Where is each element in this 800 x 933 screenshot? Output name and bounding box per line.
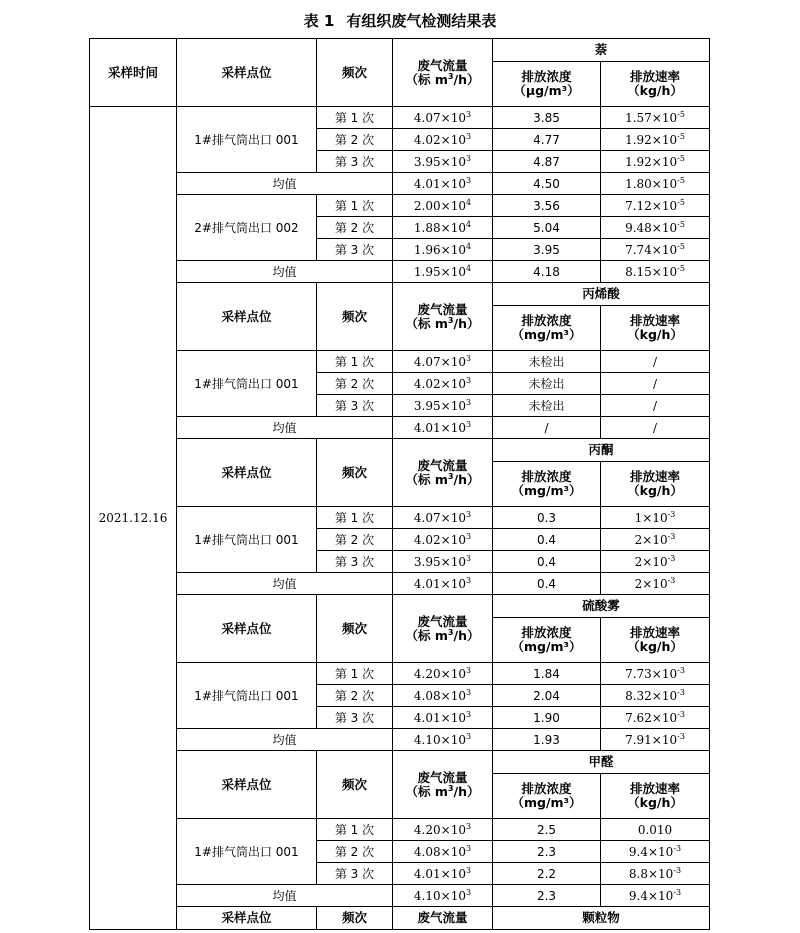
exponent: 3 (465, 553, 472, 563)
rate-value-cell (601, 395, 710, 417)
conc-value-cell: 2.3 (493, 841, 601, 863)
table-number: 表 1 (303, 12, 335, 30)
flow-value: 2.00 (413, 198, 441, 213)
rate-value: 2 (634, 554, 643, 569)
flow-value: 1.88 (413, 220, 441, 235)
sampling-point-cell: 2#排气筒出口 002 (177, 195, 317, 261)
conc-header (493, 306, 601, 351)
pollutant-header: 甲醛 (493, 751, 710, 774)
exponent: -3 (677, 709, 685, 719)
flow-header (393, 595, 493, 663)
flow-unit-end: /h） (453, 71, 480, 87)
frequency-header: 频次 (317, 595, 393, 663)
sampling-point-header: 采样点位 (177, 283, 317, 351)
rate-value-cell: $2\times 10^{-3}$ (601, 573, 710, 595)
flow-value-cell: $1.96\times 10^4$ (393, 239, 493, 261)
rate-value-cell: $1\times 10^{-3}$ (601, 507, 710, 529)
flow-value: 3.95 (413, 554, 441, 569)
conc-value-cell: 3.95 (493, 239, 601, 261)
rate-value: 7.12 (625, 198, 652, 213)
rate-unit: （kg/h） (627, 83, 683, 98)
flow-value: 4.08 (413, 688, 441, 703)
flow-value: 4.02 (413, 376, 441, 391)
table-title (0, 10, 800, 31)
exponent: -3 (677, 731, 685, 741)
flow-value: 4.01 (413, 710, 441, 725)
rate-value: 8.15 (625, 264, 652, 279)
flow-value-cell: $1.95\times 10^4$ (393, 261, 493, 283)
flow-header (393, 283, 493, 351)
flow-unit: （标 m (405, 783, 448, 799)
exponent: 3 (447, 627, 454, 637)
conc-value-cell: 1.93 (493, 729, 601, 751)
conc-value-cell: 未检出 (493, 373, 601, 395)
sampling-point-cell: 1#排气筒出口 001 (177, 819, 317, 885)
pollutant-header: 颗粒物 (493, 907, 710, 930)
rate-value: 9.48 (625, 220, 652, 235)
rate-header-label: 排放速率 (630, 625, 681, 640)
flow-value-cell: $3.95\times 10^3$ (393, 395, 493, 417)
flow-value-cell: $4.01\times 10^3$ (393, 707, 493, 729)
flow-value: 4.01 (413, 176, 441, 191)
frequency-cell: 第 2 次 (317, 685, 393, 707)
conc-header (493, 774, 601, 819)
exponent: -3 (677, 665, 685, 675)
exponent: 3 (465, 353, 472, 363)
rate-header-label: 排放速率 (630, 313, 681, 328)
sampling-point-header: 采样点位 (177, 39, 317, 107)
rate-value: 1.80 (625, 176, 652, 191)
pollutant-header: 丙酮 (493, 439, 710, 462)
conc-unit: （mg/m³） (511, 483, 582, 498)
conc-value-cell: 1.84 (493, 663, 601, 685)
conc-value-cell: 3.56 (493, 195, 601, 217)
flow-value-cell: $4.07\times 10^3$ (393, 351, 493, 373)
rate-unit: （kg/h） (627, 483, 683, 498)
rate-header-label: 排放速率 (630, 69, 681, 84)
table-row (90, 107, 710, 129)
frequency-cell: 第 3 次 (317, 151, 393, 173)
pollutant-header: 硫酸雾 (493, 595, 710, 618)
frequency-header: 频次 (317, 439, 393, 507)
flow-unit-end: /h） (453, 627, 480, 643)
flow-unit-end: /h） (453, 471, 480, 487)
rate-value: 9.4 (628, 844, 648, 859)
flow-value-cell: $3.95\times 10^3$ (393, 151, 493, 173)
exponent: 3 (465, 821, 472, 831)
average-label: 均值 (177, 729, 393, 751)
rate-unit: （kg/h） (627, 327, 683, 342)
flow-value: 4.02 (413, 532, 441, 547)
rate-value-cell: $1.92\times 10^{-5}$ (601, 151, 710, 173)
conc-header-label: 排放浓度 (521, 625, 572, 640)
frequency-cell: 第 1 次 (317, 351, 393, 373)
frequency-cell: 第 3 次 (317, 239, 393, 261)
pollutant-header: 丙烯酸 (493, 283, 710, 306)
flow-value-cell: $4.07\times 10^3$ (393, 107, 493, 129)
table-title-text: 有组织废气检测结果表 (346, 12, 497, 30)
conc-value-cell: 未检出 (493, 351, 601, 373)
flow-unit-end: /h） (453, 783, 480, 799)
rate-value: 1.57 (625, 110, 652, 125)
flow-value: 4.20 (413, 666, 441, 681)
flow-value-cell: $4.01\times 10^3$ (393, 417, 493, 439)
flow-value-cell: $4.01\times 10^3$ (393, 173, 493, 195)
flow-unit: （标 m (405, 71, 448, 87)
exponent: -3 (673, 843, 682, 853)
frequency-header: 频次 (317, 751, 393, 819)
table-row (90, 39, 710, 62)
sampling-point-cell: 1#排气筒出口 001 (177, 507, 317, 573)
exponent: 3 (465, 419, 472, 429)
rate-value: 8.32 (625, 688, 652, 703)
table-row (90, 573, 710, 595)
rate-value-cell: $2\times 10^{-3}$ (601, 529, 710, 551)
sampling-point-header: 采样点位 (177, 907, 317, 930)
flow-value: 4.08 (413, 844, 441, 859)
table-row (90, 507, 710, 529)
rate-value-cell: $7.73\times 10^{-3}$ (601, 663, 710, 685)
exponent: -5 (677, 153, 685, 163)
rate-value-cell: $2\times 10^{-3}$ (601, 551, 710, 573)
conc-value-cell: 4.18 (493, 261, 601, 283)
table-row (90, 663, 710, 685)
exponent: -3 (667, 509, 676, 519)
rate-value: / (652, 398, 658, 413)
exponent: 4 (465, 263, 472, 273)
flow-value-cell: $4.20\times 10^3$ (393, 819, 493, 841)
pollutant-header: 萘 (493, 39, 710, 62)
flow-unit: （标 m (405, 471, 448, 487)
rate-value-cell: $7.62\times 10^{-3}$ (601, 707, 710, 729)
sampling-date-cell: 2021.12.16 (90, 107, 177, 930)
conc-value-cell: / (493, 417, 601, 439)
rate-value-cell: $9.4\times 10^{-3}$ (601, 841, 710, 863)
exponent: 3 (465, 843, 472, 853)
frequency-cell: 第 3 次 (317, 395, 393, 417)
exponent: 3 (447, 471, 454, 481)
frequency-cell: 第 1 次 (317, 507, 393, 529)
flow-value-cell: $4.02\times 10^3$ (393, 529, 493, 551)
flow-value: 4.01 (413, 866, 441, 881)
exponent: 3 (465, 175, 472, 185)
rate-value: 7.62 (625, 710, 652, 725)
exponent: -3 (673, 887, 682, 897)
exponent: 3 (465, 375, 472, 385)
table-row (90, 173, 710, 195)
frequency-cell: 第 2 次 (317, 373, 393, 395)
exponent: 3 (465, 709, 472, 719)
conc-value-cell: 1.90 (493, 707, 601, 729)
exponent: -5 (677, 175, 685, 185)
rate-value: 8.8 (628, 866, 648, 881)
flow-header-label: 废气流量 (417, 769, 468, 785)
average-label: 均值 (177, 573, 393, 595)
conc-value-cell: 2.3 (493, 885, 601, 907)
frequency-cell: 第 1 次 (317, 819, 393, 841)
rate-unit: （kg/h） (627, 795, 683, 810)
conc-value-cell: 3.85 (493, 107, 601, 129)
exponent: 3 (447, 783, 454, 793)
rate-header (601, 774, 710, 819)
flow-header (393, 39, 493, 107)
rate-value: 9.4 (628, 888, 648, 903)
frequency-cell: 第 1 次 (317, 107, 393, 129)
exponent: 3 (465, 397, 472, 407)
flow-value-cell: $4.10\times 10^3$ (393, 729, 493, 751)
conc-unit: （mg/m³） (511, 795, 582, 810)
flow-unit: （标 m (405, 315, 448, 331)
exponent: 3 (447, 315, 454, 325)
exponent: -5 (677, 197, 685, 207)
rate-value-cell: $8.8\times 10^{-3}$ (601, 863, 710, 885)
rate-value-cell (601, 351, 710, 373)
table-row (90, 439, 710, 462)
flow-value-cell: $4.07\times 10^3$ (393, 507, 493, 529)
flow-value-cell: $4.01\times 10^3$ (393, 573, 493, 595)
average-label: 均值 (177, 261, 393, 283)
flow-value: 4.07 (413, 354, 441, 369)
flow-value-cell: $2.00\times 10^4$ (393, 195, 493, 217)
conc-header (493, 618, 601, 663)
flow-header (393, 751, 493, 819)
rate-value-cell: $7.74\times 10^{-5}$ (601, 239, 710, 261)
frequency-cell: 第 2 次 (317, 129, 393, 151)
conc-value-cell: 0.4 (493, 551, 601, 573)
exponent: -5 (677, 109, 685, 119)
rate-value: 1.92 (625, 132, 652, 147)
conc-value-cell: 4.77 (493, 129, 601, 151)
rate-value: 0.010 (637, 822, 673, 837)
table-row (90, 819, 710, 841)
rate-header (601, 62, 710, 107)
table-row (90, 417, 710, 439)
rate-header (601, 306, 710, 351)
frequency-cell: 第 3 次 (317, 551, 393, 573)
frequency-cell: 第 2 次 (317, 529, 393, 551)
frequency-cell: 第 2 次 (317, 217, 393, 239)
rate-value-cell: $1.92\times 10^{-5}$ (601, 129, 710, 151)
conc-header-label: 排放浓度 (521, 781, 572, 796)
flow-value-cell: $4.02\times 10^3$ (393, 129, 493, 151)
flow-value: 4.01 (413, 420, 441, 435)
exponent: 4 (465, 197, 472, 207)
conc-value-cell: 未检出 (493, 395, 601, 417)
conc-value-cell: 4.50 (493, 173, 601, 195)
rate-value: 7.91 (625, 732, 652, 747)
rate-value-cell (601, 819, 710, 841)
conc-header (493, 62, 601, 107)
conc-header-label: 排放浓度 (521, 313, 572, 328)
conc-value-cell: 5.04 (493, 217, 601, 239)
rate-value-cell (601, 417, 710, 439)
rate-value-cell: $1.57\times 10^{-5}$ (601, 107, 710, 129)
rate-value-cell: $8.32\times 10^{-3}$ (601, 685, 710, 707)
table-row (90, 351, 710, 373)
exponent: 3 (465, 109, 472, 119)
conc-header-label: 排放浓度 (521, 69, 572, 84)
table-row (90, 283, 710, 306)
conc-unit: （μg/m³） (513, 83, 580, 98)
frequency-header: 频次 (317, 907, 393, 930)
flow-header (393, 439, 493, 507)
flow-header-label: 废气流量 (417, 457, 468, 473)
exponent: 4 (465, 219, 472, 229)
emission-results-table (89, 38, 710, 930)
exponent: 3 (465, 509, 472, 519)
rate-value-cell: $9.48\times 10^{-5}$ (601, 217, 710, 239)
exponent: 3 (465, 687, 472, 697)
flow-value: 1.95 (413, 264, 441, 279)
flow-value: 3.95 (413, 154, 441, 169)
table-row (90, 261, 710, 283)
flow-value-cell: $4.08\times 10^3$ (393, 685, 493, 707)
flow-value-cell: $4.01\times 10^3$ (393, 863, 493, 885)
table-row (90, 595, 710, 618)
flow-value-cell: $4.02\times 10^3$ (393, 373, 493, 395)
flow-unit: （标 m (405, 627, 448, 643)
flow-unit-end: /h） (453, 315, 480, 331)
exponent: 3 (465, 887, 472, 897)
rate-value-cell: $7.91\times 10^{-3}$ (601, 729, 710, 751)
exponent: 3 (465, 865, 472, 875)
flow-value-cell: $4.10\times 10^3$ (393, 885, 493, 907)
flow-value: 1.96 (413, 242, 441, 257)
average-label: 均值 (177, 417, 393, 439)
frequency-cell: 第 1 次 (317, 195, 393, 217)
sampling-point-header: 采样点位 (177, 439, 317, 507)
rate-value: 7.74 (625, 242, 652, 257)
exponent: -3 (667, 553, 676, 563)
exponent: 4 (465, 241, 472, 251)
flow-value-cell: $4.08\times 10^3$ (393, 841, 493, 863)
rate-header (601, 462, 710, 507)
rate-value: 7.73 (625, 666, 652, 681)
rate-value: / (652, 354, 658, 369)
flow-value: 4.02 (413, 132, 441, 147)
conc-value-cell: 0.4 (493, 529, 601, 551)
flow-value-cell: $3.95\times 10^3$ (393, 551, 493, 573)
exponent: 3 (465, 531, 472, 541)
frequency-cell: 第 3 次 (317, 863, 393, 885)
rate-value-cell: $1.80\times 10^{-5}$ (601, 173, 710, 195)
sampling-point-cell: 1#排气筒出口 001 (177, 351, 317, 417)
exponent: -3 (667, 531, 676, 541)
rate-value: 2 (634, 532, 643, 547)
exponent: -3 (667, 575, 676, 585)
exponent: 3 (465, 665, 472, 675)
conc-unit: （mg/m³） (511, 639, 582, 654)
exponent: -5 (677, 219, 685, 229)
flow-value-cell: $1.88\times 10^4$ (393, 217, 493, 239)
average-label: 均值 (177, 173, 393, 195)
rate-header-label: 排放速率 (630, 781, 681, 796)
rate-value: / (652, 420, 658, 435)
table-row (90, 751, 710, 774)
conc-header-label: 排放浓度 (521, 469, 572, 484)
exponent: 3 (465, 131, 472, 141)
exponent: -3 (673, 865, 682, 875)
rate-unit: （kg/h） (627, 639, 683, 654)
frequency-header: 频次 (317, 39, 393, 107)
flow-value-cell: $4.20\times 10^3$ (393, 663, 493, 685)
rate-value: 1.92 (625, 154, 652, 169)
flow-value: 4.10 (413, 732, 441, 747)
flow-value: 3.95 (413, 398, 441, 413)
flow-value: 4.01 (413, 576, 441, 591)
conc-unit: （mg/m³） (511, 327, 582, 342)
sampling-time-header: 采样时间 (90, 39, 177, 107)
conc-value-cell: 2.2 (493, 863, 601, 885)
exponent: -3 (677, 687, 685, 697)
conc-value-cell: 4.87 (493, 151, 601, 173)
rate-value: 2 (634, 576, 643, 591)
flow-value: 4.07 (413, 110, 441, 125)
table-row (90, 195, 710, 217)
exponent: 3 (465, 153, 472, 163)
frequency-cell: 第 2 次 (317, 841, 393, 863)
conc-value-cell: 0.4 (493, 573, 601, 595)
frequency-header: 频次 (317, 283, 393, 351)
rate-value: / (652, 376, 658, 391)
average-label: 均值 (177, 885, 393, 907)
flow-value: 4.07 (413, 510, 441, 525)
rate-value: 1 (634, 510, 643, 525)
conc-value-cell: 0.3 (493, 507, 601, 529)
frequency-cell: 第 1 次 (317, 663, 393, 685)
table-row (90, 907, 710, 930)
frequency-cell: 第 3 次 (317, 707, 393, 729)
flow-value: 4.10 (413, 888, 441, 903)
exponent: -5 (677, 241, 685, 251)
rate-value-cell: $7.12\times 10^{-5}$ (601, 195, 710, 217)
sampling-point-cell: 1#排气筒出口 001 (177, 107, 317, 173)
exponent: -5 (677, 131, 685, 141)
rate-header (601, 618, 710, 663)
flow-value: 4.20 (413, 822, 441, 837)
flow-header: 废气流量 (393, 907, 493, 930)
sampling-point-cell: 1#排气筒出口 001 (177, 663, 317, 729)
conc-value-cell: 2.04 (493, 685, 601, 707)
table-row (90, 885, 710, 907)
rate-value-cell (601, 373, 710, 395)
exponent: 3 (447, 71, 454, 81)
exponent: -5 (677, 263, 685, 273)
rate-header-label: 排放速率 (630, 469, 681, 484)
table-row (90, 729, 710, 751)
flow-header-label: 废气流量 (417, 613, 468, 629)
flow-header-label: 废气流量 (417, 57, 468, 73)
sampling-point-header: 采样点位 (177, 751, 317, 819)
sampling-point-header: 采样点位 (177, 595, 317, 663)
conc-header (493, 462, 601, 507)
conc-value-cell: 2.5 (493, 819, 601, 841)
exponent: 3 (465, 731, 472, 741)
exponent: 3 (465, 575, 472, 585)
rate-value-cell: $8.15\times 10^{-5}$ (601, 261, 710, 283)
flow-header-label: 废气流量 (417, 301, 468, 317)
rate-value-cell: $9.4\times 10^{-3}$ (601, 885, 710, 907)
